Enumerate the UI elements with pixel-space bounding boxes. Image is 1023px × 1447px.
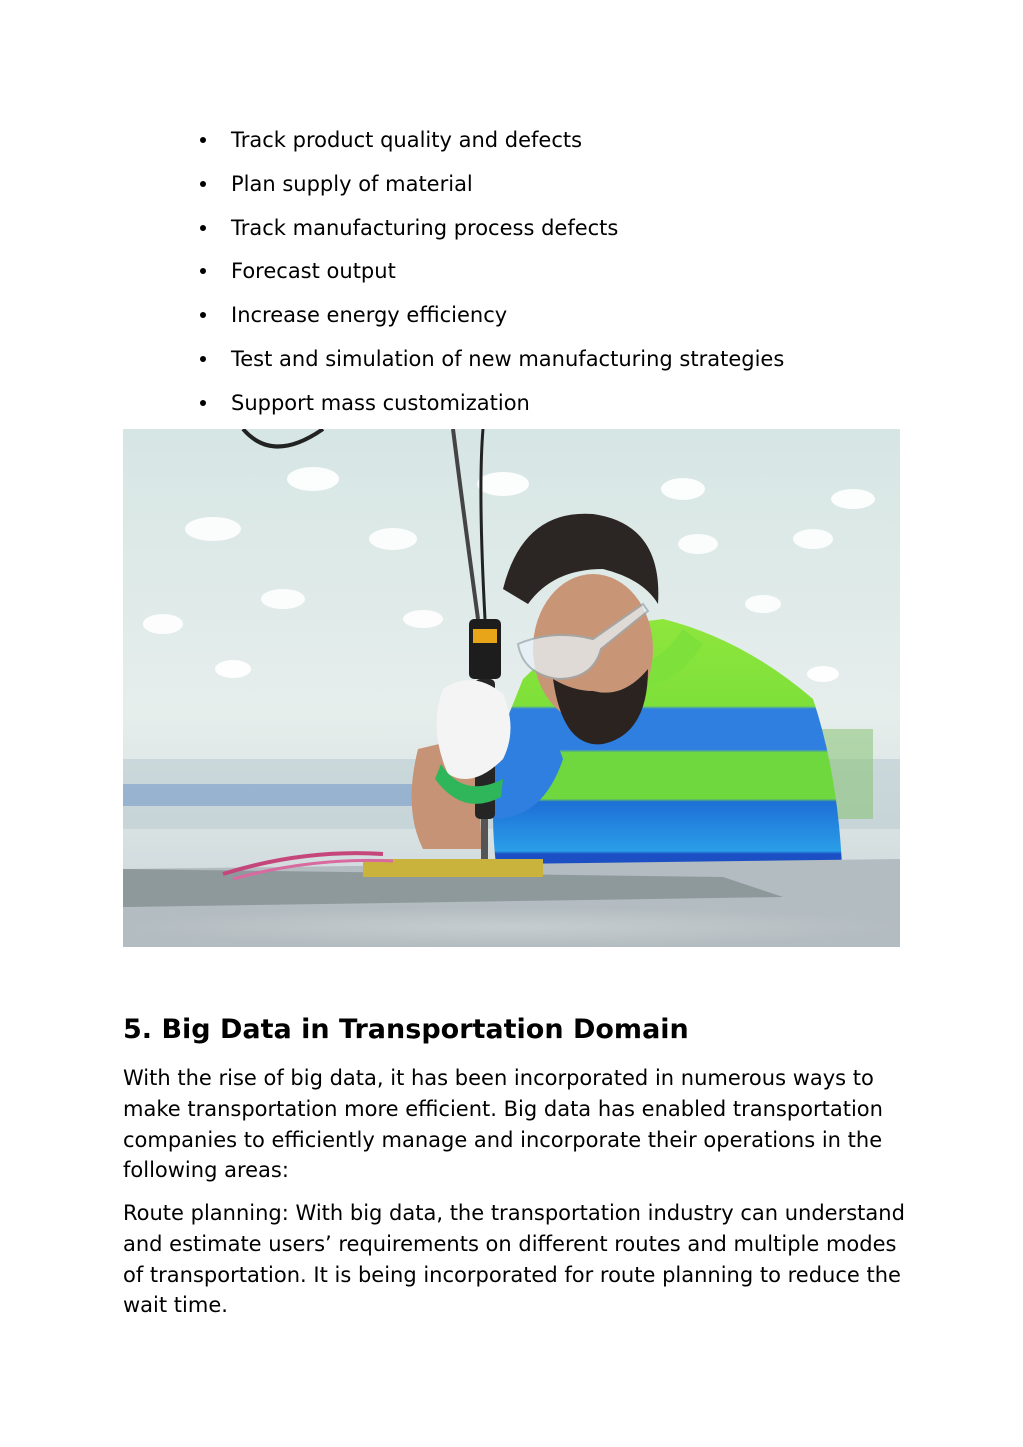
list-item: Forecast output — [200, 257, 784, 285]
list-item: Support mass customization — [200, 389, 784, 417]
bullet-icon — [200, 268, 206, 274]
list-item: Track product quality and defects — [200, 126, 784, 154]
bullet-icon — [200, 400, 206, 406]
factory-worker-photo — [123, 429, 900, 947]
bullet-icon — [200, 356, 206, 362]
bullet-icon — [200, 137, 206, 143]
section-heading: 5. Big Data in Transportation Domain — [123, 1014, 689, 1045]
bullet-icon — [200, 312, 206, 318]
list-item: Test and simulation of new manufacturing strategies — [200, 345, 784, 373]
photo-illustration — [123, 429, 900, 947]
bullet-icon — [200, 181, 206, 187]
bullet-icon — [200, 225, 206, 231]
paragraph: Route planning: With big data, the transportation industry can understand and estimate users’ requirements on different routes and multiple modes of transportation. It is being incorporated for route planning to reduce the wait time. — [123, 1201, 905, 1318]
paragraph: With the rise of big data, it has been incorporated in numerous ways to make transportation more efficient. Big data has enabled transportation companies to efficiently manage and incorporate their operations in the following areas: — [123, 1066, 883, 1183]
list-item: Track manufacturing process defects — [200, 214, 784, 242]
bullet-list — [200, 126, 784, 433]
list-item: Increase energy efficiency — [200, 301, 784, 329]
list-item: Plan supply of material — [200, 170, 784, 198]
